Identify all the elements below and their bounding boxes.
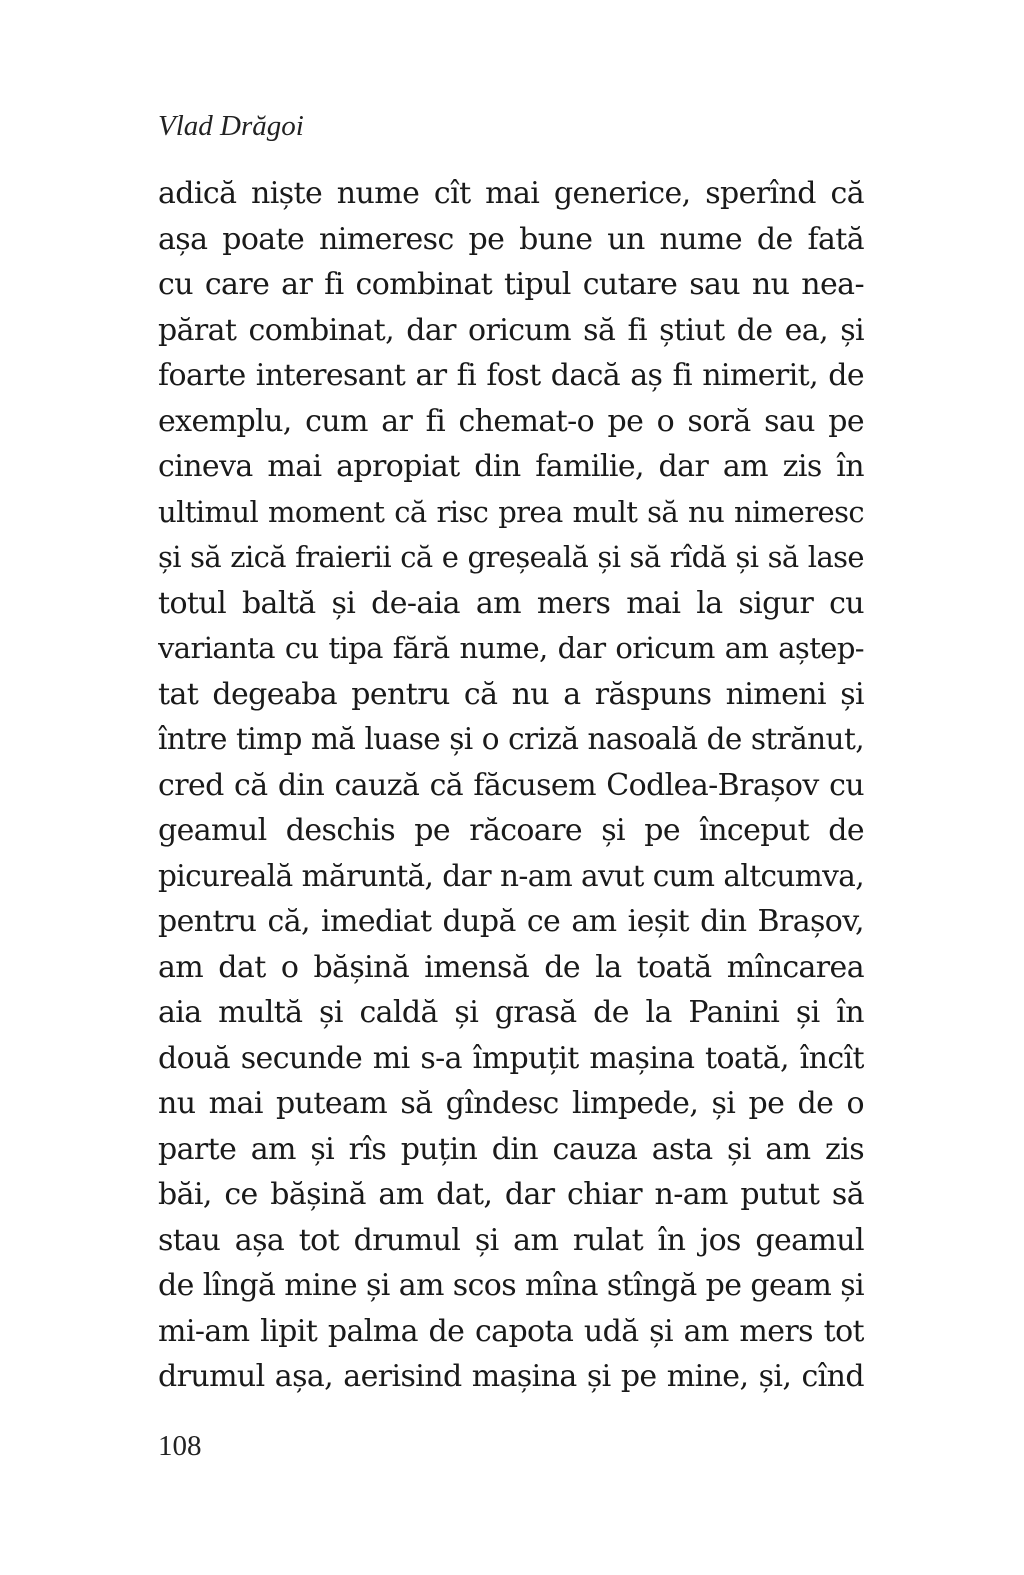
text-line: geamul deschis pe răcoare și pe început de	[158, 813, 864, 848]
text-line: cineva mai apropiat din familie, dar am zis în	[158, 449, 864, 484]
text-line: mi-am lipit palma de capota udă și am mers tot	[158, 1313, 864, 1349]
text-line: așa poate nimeresc pe bune un nume de fată	[158, 221, 864, 257]
text-line: picureală măruntă, dar n-am avut cum altcumva,	[158, 858, 864, 893]
text-line: exemplu, cum ar fi chemat-o pe o soră sau pe	[158, 403, 864, 439]
text-line: am dat o bășină imensă de la toată mîncarea	[158, 949, 864, 985]
text-line: ultimul moment că risc prea mult să nu nimeresc	[158, 494, 864, 529]
text-line: părat combinat, dar oricum să fi știut de ea, și	[158, 312, 864, 348]
text-line: cu care ar fi combinat tipul cutare sau nu nea-	[158, 267, 864, 302]
text-line: pentru că, imediat după ce am ieșit din Brașov,	[158, 904, 864, 939]
text-line: stau așa tot drumul și am rulat în jos geamul	[158, 1222, 864, 1258]
body-text	[158, 171, 864, 1400]
text-line: totul baltă și de-aia am mers mai la sigur cu	[158, 585, 864, 621]
text-line: de lîngă mine și am scos mîna stîngă pe geam și	[158, 1268, 864, 1303]
text-line: nu mai puteam să gîndesc limpede, și pe de o	[158, 1086, 864, 1121]
text-line: între timp mă luase și o criză nasoală de strănut,	[158, 722, 864, 756]
text-line: drumul așa, aerisind mașina și pe mine, și, cînd	[158, 1359, 864, 1394]
text-line: și să zică fraierii că e greșeală și să rîdă și să lase	[158, 540, 864, 574]
text-line: foarte interesant ar fi fost dacă aș fi nimerit, de	[158, 358, 864, 393]
text-line: două secunde mi s-a împuțit mașina toată, încît	[158, 1040, 864, 1076]
text-line: cred că din cauză că făcusem Codlea-Brașov cu	[158, 767, 864, 803]
text-line: tat degeaba pentru că nu a răspuns nimeni și	[158, 676, 864, 712]
text-line: aia multă și caldă și grasă de la Panini și în	[158, 995, 864, 1030]
text-line: varianta cu tipa fără nume, dar oricum am aștep-	[158, 631, 864, 665]
text-line: parte am și rîs puțin din cauza asta și am zis	[158, 1131, 864, 1167]
page-number: 108	[158, 1430, 202, 1462]
text-line: băi, ce bășină am dat, dar chiar n-am putut să	[158, 1177, 864, 1212]
text-line: adică niște nume cît mai generice, sperînd că	[158, 176, 864, 211]
running-header-author: Vlad Drăgoi	[158, 110, 304, 142]
